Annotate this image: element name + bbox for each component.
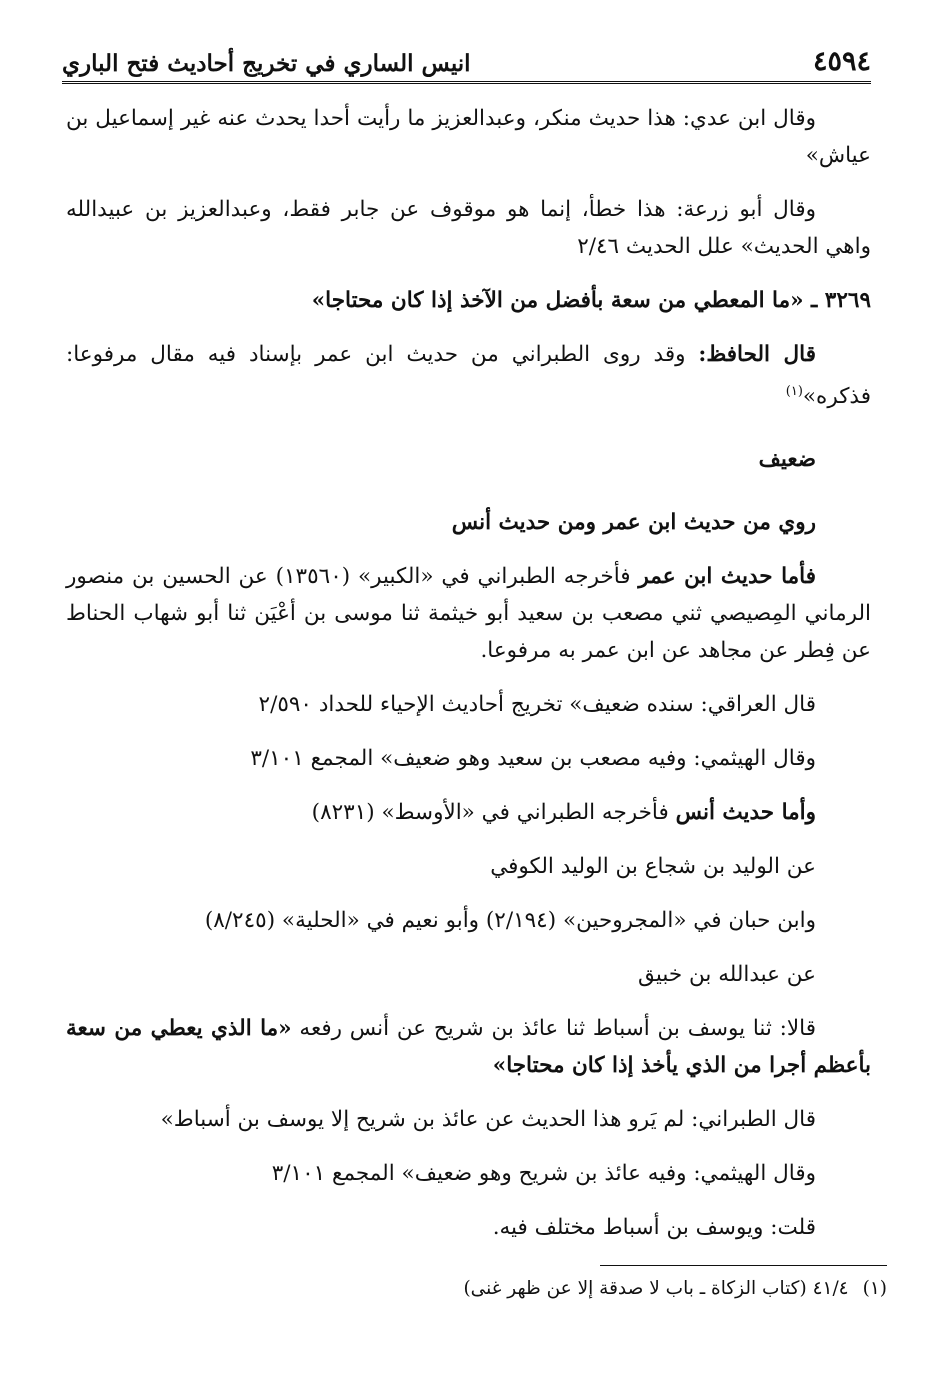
page-header bbox=[62, 38, 871, 84]
footnote-divider bbox=[600, 1265, 887, 1266]
qala-matn: «ما الذي يعطي من سعة بأعظم أجرا من الذي يأخذ إذا كان محتاجا» bbox=[66, 1016, 871, 1079]
hafiz-paragraph bbox=[66, 336, 871, 415]
iraqi-line: قال العراقي: سنده ضعيف» تخريج أحاديث الإحياء للحداد ٢/٥٩٠ bbox=[258, 692, 816, 718]
hadith-heading: ٣٢٦٩ ـ «ما المعطي من سعة بأفضل من الآخذ إذا كان محتاجا» bbox=[311, 288, 871, 313]
abu-zura-paragraph: وقال أبو زرعة: هذا خطأ، إنما هو موقوف عن جابر فقط، وعبدالعزيز بن عبيدالله واهي الحديث» علل الحديث ٢/٤٦ bbox=[66, 197, 871, 259]
hafiz-text: وقد روى الطبراني من حديث ابن عمر بإسناد فيه مقال مرفوعا: فذكره» bbox=[66, 342, 871, 410]
page-body bbox=[66, 100, 871, 1263]
ibn-hibban-line: وابن حبان في «المجروحين» (٢/١٩٤) وأبو نعيم في «الحلية» (٨/٢٤٥) bbox=[204, 908, 816, 934]
hafiz-label: قال الحافظ: bbox=[698, 342, 816, 367]
tabarani-line: قال الطبراني: لم يَرو هذا الحديث عن عائذ بن شريح إلا يوسف بن أسباط» bbox=[160, 1107, 816, 1133]
ibn-umar-paragraph bbox=[66, 558, 871, 669]
ibn-umar-label: فأما حديث ابن عمر bbox=[638, 564, 816, 590]
ibn-adi-paragraph: وقال ابن عدي: هذا حديث منكر، وعبدالعزيز ما رأيت أحدا يحدث عنه غير إسماعيل بن عياش» bbox=[66, 106, 871, 168]
running-title: انيس الساري في تخريج أحاديث فتح الباري bbox=[62, 50, 471, 77]
anas-label: وأما حديث أنس bbox=[675, 800, 816, 826]
qultu-line: قلت: ويوسف بن أسباط مختلف فيه. bbox=[492, 1215, 816, 1241]
footnote-marker: (١) bbox=[862, 1278, 887, 1299]
narrated-line: روي من حديث ابن عمر ومن حديث أنس bbox=[451, 510, 816, 536]
qala-text: قالا: ثنا يوسف بن أسباط ثنا عائذ بن شريح عن أنس رفعه bbox=[291, 1016, 816, 1042]
haythami-line-1: وقال الهيثمي: وفيه مصعب بن سعيد وهو ضعيف» المجمع ٣/١٠١ bbox=[250, 746, 816, 772]
haythami-line-2: وقال الهيثمي: وفيه عائذ بن شريح وهو ضعيف» المجمع ٣/١٠١ bbox=[271, 1161, 816, 1187]
anas-text: فأخرجه الطبراني في «الأوسط» (٨٢٣١) bbox=[311, 800, 676, 826]
grade-label: ضعيف bbox=[758, 447, 816, 473]
footnote-reference: (١) bbox=[785, 384, 803, 399]
an-walid-line: عن الوليد بن شجاع بن الوليد الكوفي bbox=[490, 854, 816, 880]
page-number: ٤٥٩٤ bbox=[812, 46, 871, 77]
footnote-text: ٤١/٤ (كتاب الزكاة ـ باب لا صدقة إلا عن ظهر غنى) bbox=[463, 1278, 849, 1299]
footnote bbox=[66, 1278, 887, 1299]
an-abdullah-line: عن عبدالله بن خبيق bbox=[637, 962, 816, 988]
anas-line bbox=[66, 794, 871, 831]
ibn-umar-text: فأخرجه الطبراني في «الكبير» (١٣٥٦٠) عن الحسين بن منصور الرماني المِصيصي ثني مصعب بن سعيد أبو خيثمة ثنا موسى بن أعْيَن ثنا أبو شهاب الحناط عن فِطر عن مجاهد عن ابن عمر به مرفوعا. bbox=[66, 564, 871, 664]
qala-paragraph bbox=[66, 1010, 871, 1084]
